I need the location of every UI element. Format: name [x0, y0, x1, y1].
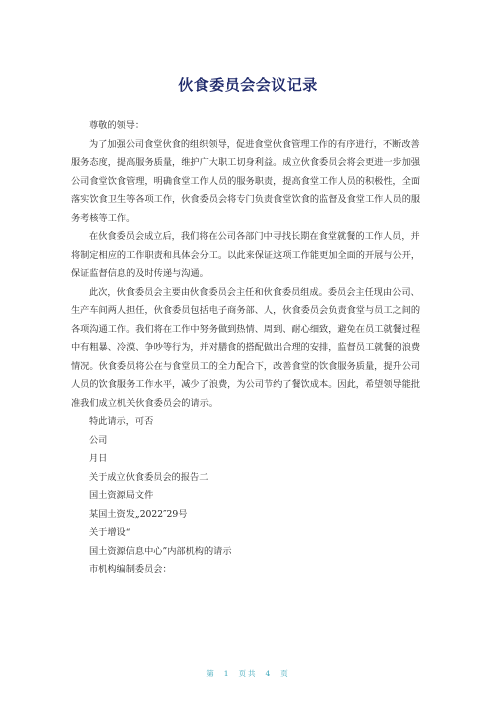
page-footer [0, 668, 496, 679]
paragraph-plan: 在伙食委员会成立后，我们将在公司各部门中寻找长期在食堂就餐的工作人员，并将制定相应的工作职责和具体会分工。以此来保证这项工作能更加全面的开展与公开，保证监督信息的及时传递与沟通。 [71, 231, 421, 279]
document-title: 伙食委员会会议记录 [178, 76, 318, 94]
footer-page-number: 1 [223, 669, 231, 678]
document-number: 某国土资发„2022″29号 [89, 508, 188, 520]
document-body [71, 117, 425, 580]
signature-company: 公司 [89, 434, 108, 446]
paragraph-purpose: 为了加强公司食堂伙食的组织领导，促进食堂伙食管理工作的有序进行，不断改善服务态度，提高服务质量，维护广大职工切身利益。成立伙食委员会将会更进一步加强公司食堂饮食管理，明确食堂工作人员的服务职责，提高食堂工作人员的积极性，全面落实饮食卫生等各项工作，伙食委员会将专门负责食堂饮食的监督及食堂工作人员的服务考核等工作。 [71, 138, 421, 224]
footer-prefix: 第 [206, 669, 216, 678]
bureau-document: 国土资源局文件 [89, 490, 154, 501]
paragraph-composition: 此次，伙食委员会主要由伙食委员会主任和伙食委员组成。委员会主任现由公司、生产车间两人担任，伙食委员包括电子商务部、人，伙食委员会负责食堂与员工之间的各项沟通工作。我们将在工作中努务做到热情、周到、耐心细致，避免在员工就餐过程中有粗暴、冷漠、争吵等行为，并对膳食的搭配做出合理的安排，监督员工就餐的浪费情况。伙食委员将公在与食堂员工的全力配合下，改善食堂的饮食服务质量，提升公司人员的饮食服务工作水平，减少了浪费，为公司节约了餐饮成本。因此，希望领导能批准我们成立机关伙食委员会的请示。 [71, 286, 421, 409]
footer-suffix: 页 [280, 669, 290, 678]
footer-total-pages: 4 [265, 669, 273, 678]
footer-middle: 页共 [238, 669, 258, 678]
salutation: 尊敬的领导： [89, 120, 145, 131]
closing-request: 特此请示，可否 [89, 416, 154, 427]
signature-date: 月日 [89, 453, 108, 464]
request-subject-line-1: 关于增设“ [89, 527, 131, 538]
request-subject-line-2: 国土资源信息中心”内部机构的请示 [89, 545, 232, 557]
second-report-title: 关于成立伙食委员会的报告二 [89, 471, 209, 483]
addressee: 市机构编制委员会： [89, 564, 172, 575]
